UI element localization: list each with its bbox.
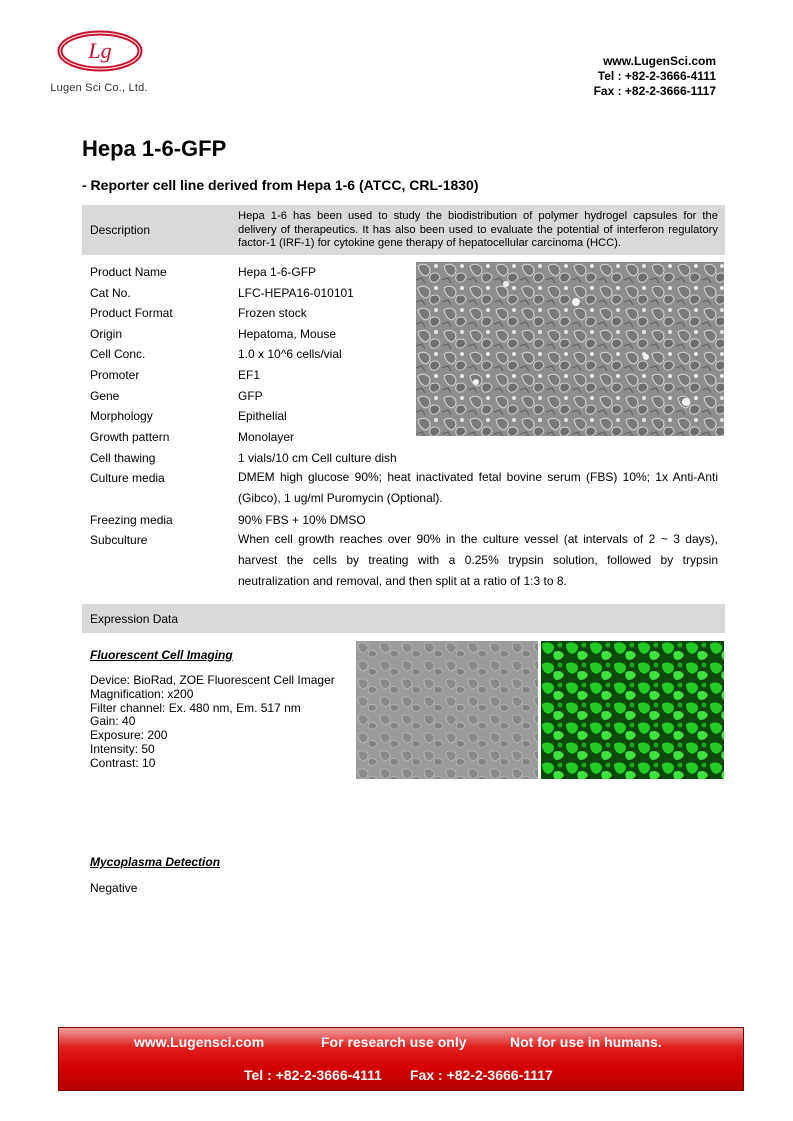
brightfield-image [356,641,538,779]
morphology-value: Epithelial [238,409,287,423]
description-text: Hepa 1-6 has been used to study the biodistribution of polymer hydrogel capsules for the delivery of therapeutics. It has also been used to evaluate the potential of interferon regulatory factor-1 (IRF-1) for cytokine gene therapy of hepatocellular carcinoma (HCC). [238,210,718,249]
header-fax: Fax : +82-2-3666-1117 [593,84,716,98]
company-logo [40,24,160,104]
gene-label: Gene [90,389,120,403]
header-website[interactable]: www.LugenSci.com [603,54,716,68]
gain-text: Gain: 40 [90,714,136,729]
page-subtitle: - Reporter cell line derived from Hepa 1-6 (ATCC, CRL-1830) [82,177,479,193]
header-contact [594,54,716,99]
company-name: Lugen Sci Co., Ltd. [50,82,148,94]
product-name-label: Product Name [90,265,167,279]
contrast-text: Contrast: 10 [90,755,156,770]
exposure-text: Exposure: 200 [90,728,168,743]
freezing-media-value: 90% FBS + 10% DMSO [238,513,366,527]
description-label: Description [90,223,151,237]
cat-no-value: LFC-HEPA16-010101 [238,286,354,300]
cell-thawing-label: Cell thawing [90,451,156,465]
mycoplasma-value: Negative [90,881,138,895]
lugen-logo-icon [56,24,144,80]
brightfield-graphic [356,641,538,779]
culture-media-label: Culture media [90,471,165,485]
morphology-label: Morphology [90,409,153,423]
expression-data-label: Expression Data [90,612,179,626]
description-band [82,205,725,255]
footer-research-notice: For research use only [321,1034,467,1050]
freezing-media-label: Freezing media [90,513,173,527]
cell-micrograph-image [416,262,724,436]
cat-no-label: Cat No. [90,286,131,300]
gfp-graphic [541,641,724,779]
cell-conc-label: Cell Conc. [90,347,146,361]
product-name-value: Hepa 1-6-GFP [238,265,317,279]
footer-tel: Tel : +82-2-3666-4111 [244,1067,382,1083]
origin-label: Origin [90,327,123,341]
subculture-value: When cell growth reaches over 90% in the culture vessel (at intervals of 2 ~ 3 days), harvest the cells by treating with a 0.25% trypsin solution, followed by trypsin neutralization and removal, and then split at a ratio of 1:3 to 8. [238,532,718,588]
growth-pattern-value: Monolayer [238,430,295,444]
fluorescent-imaging-info [90,674,335,771]
promoter-label: Promoter [90,368,140,382]
cell-thawing-value: 1 vials/10 cm Cell culture dish [238,451,397,465]
gene-value: GFP [238,389,263,403]
magnification-text: Magnification: x200 [90,686,194,701]
intensity-text: Intensity: 50 [90,741,155,756]
product-format-value: Frozen stock [238,306,307,320]
footer-fax: Fax : +82-2-3666-1117 [410,1067,553,1083]
gfp-fluorescence-image [541,641,724,779]
header-tel: Tel : +82-2-3666-4111 [597,69,716,83]
footer-website-link[interactable]: www.Lugensci.com [134,1034,265,1050]
promoter-value: EF1 [238,368,261,382]
footer-banner [58,1027,744,1091]
footer-human-notice: Not for use in humans. [510,1034,662,1050]
logo-letters: Lg [88,38,112,63]
origin-value: Hepatoma, Mouse [238,327,337,341]
culture-media-value: DMEM high glucose 90%; heat inactivated fetal bovine serum (FBS) 10%; 1x Anti-Anti (Gibco), 1 ug/ml Puromycin (Optional). [238,470,718,505]
growth-pattern-label: Growth pattern [90,430,170,444]
product-format-label: Product Format [90,306,173,320]
mycoplasma-title: Mycoplasma Detection [90,855,221,869]
micrograph-graphic [416,262,724,436]
filter-channel-text: Filter channel: Ex. 480 nm, Em. 517 nm [90,700,301,715]
cell-conc-value: 1.0 x 10^6 cells/vial [238,347,342,361]
page-title: Hepa 1-6-GFP [82,136,227,161]
subculture-label: Subculture [90,533,148,547]
fluorescent-imaging-title: Fluorescent Cell Imaging [90,648,233,662]
device-text: Device: BioRad, ZOE Fluorescent Cell Imager [90,673,335,687]
expression-data-band [82,604,725,633]
